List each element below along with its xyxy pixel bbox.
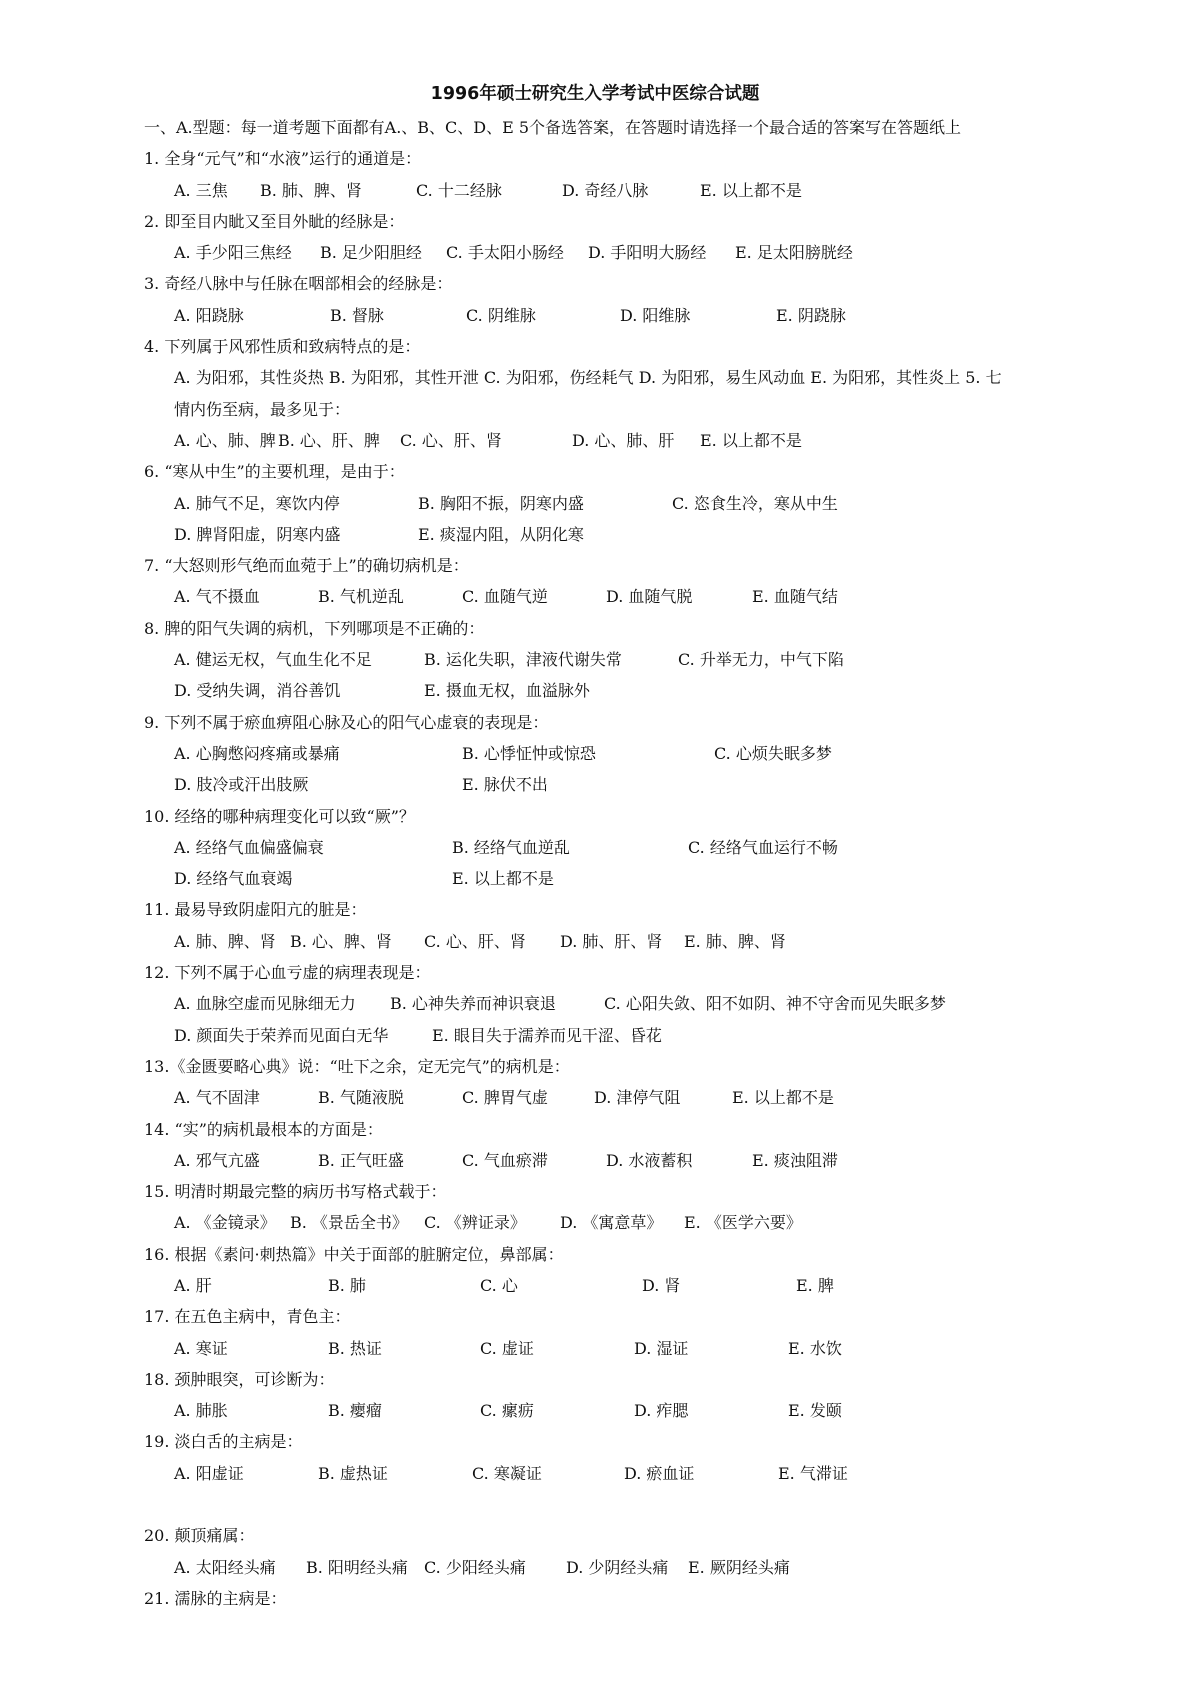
option-a: A. 气不摄血 (174, 587, 260, 607)
options-row (0, 1082, 1190, 1113)
option-e: E. 脾 (796, 1275, 834, 1295)
option-c: C. 虚证 (480, 1338, 534, 1358)
option-d: D. 痄腮 (634, 1401, 689, 1421)
option-d: D. 经络气血衰竭 (174, 869, 293, 889)
options-row (0, 237, 1190, 268)
option-d: D. 瘀血证 (624, 1463, 695, 1483)
question-stem: 14. “实”的病机最根本的方面是： (144, 1119, 383, 1139)
option-a: A. 《金镜录》 (174, 1213, 276, 1233)
option-a: A. 阳跷脉 (174, 305, 244, 325)
option-d: D. 奇经八脉 (562, 180, 649, 200)
option-c: C. 气血瘀滞 (462, 1150, 548, 1170)
option-c: C. 心、肝、肾 (400, 430, 502, 450)
option-b: B. 胸阳不振，阴寒内盛 (418, 493, 584, 513)
option-d: D. 肾 (642, 1275, 681, 1295)
option-e: E. 以上都不是 (700, 180, 802, 200)
question-stem: 6. “寒从中生”的主要机理，是由于： (144, 462, 405, 482)
question-stem: 7. “大怒则形气绝而血菀于上”的确切病机是： (144, 556, 469, 576)
option-e: E. 脉伏不出 (462, 775, 548, 795)
option-b: B. 心悸怔忡或惊恐 (462, 743, 596, 763)
option-d: D. 水液蓄积 (606, 1150, 693, 1170)
option-c: C. 经络气血运行不畅 (688, 837, 838, 857)
instructions: 一、A.型题：每一道考题下面都有A.、B、C、D、E 5个备选答案，在答题时请选择一个最合适的答案写在答题纸上 (144, 118, 962, 137)
option-b: B. 心、脾、肾 (290, 931, 392, 951)
option-e: E. 发颐 (788, 1401, 842, 1421)
option-d: D. 肢冷或汗出肢厥 (174, 775, 309, 795)
option-a: A. 阳虚证 (174, 1463, 244, 1483)
options-row (0, 581, 1190, 612)
option-e: E. 厥阴经头痛 (688, 1557, 790, 1577)
option-d: D. 颜面失于荣养而见面白无华 (174, 1025, 389, 1045)
options-row (0, 425, 1190, 456)
option-a: A. 肺气不足，寒饮内停 (174, 493, 340, 513)
options-row (0, 863, 1190, 894)
option-d: D. 少阴经头痛 (566, 1557, 669, 1577)
option-c: C. 瘰疬 (480, 1401, 534, 1421)
question-stem: 11. 最易导致阴虚阳亢的脏是： (144, 900, 367, 920)
option-c: C. 阴维脉 (466, 305, 536, 325)
option-b: B. 虚热证 (318, 1463, 388, 1483)
page-title: 1996年硕士研究生入学考试中医综合试题 (430, 84, 760, 104)
options-row (0, 738, 1190, 769)
option-b: B. 《景岳全书》 (290, 1213, 408, 1233)
option-a: A. 健运无权，气血生化不足 (174, 650, 372, 670)
question-stem: 3. 奇经八脉中与任脉在咽部相会的经脉是： (144, 274, 453, 294)
option-e: E. 水饮 (788, 1338, 842, 1358)
options-row (0, 1333, 1190, 1364)
options-row (0, 519, 1190, 550)
question-stem: 9. 下列不属于瘀血痹阻心脉及心的阳气心虚衰的表现是： (144, 712, 549, 732)
option-c: C. 血随气逆 (462, 587, 548, 607)
option-a: A. 经络气血偏盛偏衰 (174, 837, 324, 857)
options-line: A. 为阳邪，其性炎热 B. 为阳邪，其性开泄 C. 为阳邪，伤经耗气 D. 为阳邪，易生风动血 E. 为阳邪，其性炎上 5. 七 (174, 368, 1002, 388)
option-e: E. 眼目失于濡养而见干涩、昏花 (432, 1025, 662, 1045)
question-stem: 13.《金匮要略心典》说：“吐下之余，定无完气”的病机是： (144, 1056, 570, 1076)
option-e: E. 以上都不是 (452, 869, 554, 889)
option-d: D. 肺、肝、肾 (560, 931, 663, 951)
blank-line (0, 1489, 1190, 1520)
option-a: A. 血脉空虚而见脉细无力 (174, 994, 356, 1014)
question-stem: 20. 颠顶痛属： (144, 1526, 255, 1546)
option-e: E. 痰湿内阻，从阴化寒 (418, 524, 584, 544)
option-b: B. 经络气血逆乱 (452, 837, 570, 857)
question-stem: 15. 明清时期最完整的病历书写格式载于： (144, 1182, 447, 1202)
question-stem: 16. 根据《素问·刺热篇》中关于面部的脏腑定位，鼻部属： (144, 1244, 564, 1264)
option-a: A. 肺胀 (174, 1401, 228, 1421)
question-stem: 8. 脾的阳气失调的病机，下列哪项是不正确的： (144, 618, 485, 638)
option-c: C. 心 (480, 1275, 518, 1295)
option-d: D. 心、肺、肝 (572, 430, 675, 450)
option-c: C. 十二经脉 (416, 180, 502, 200)
options-row (0, 832, 1190, 863)
option-b: B. 足少阳胆经 (320, 243, 422, 263)
option-c: C. 心阳失敛、阳不如阴、神不守舍而见失眠多梦 (604, 994, 946, 1014)
question-stem: 1. 全身“元气”和“水液”运行的通道是： (144, 149, 422, 169)
option-a: A. 邪气亢盛 (174, 1150, 260, 1170)
option-b: B. 心神失养而神识衰退 (390, 994, 556, 1014)
option-c: C. 脾胃气虚 (462, 1088, 548, 1108)
options-row (0, 1395, 1190, 1426)
option-c: C. 心烦失眠多梦 (714, 743, 832, 763)
option-a: A. 心胸憋闷疼痛或暴痛 (174, 743, 340, 763)
option-a: A. 三焦 (174, 180, 228, 200)
option-a: A. 心、肺、脾 (174, 430, 276, 450)
options-line: 情内伤至病，最多见于： (174, 399, 351, 419)
option-e: E. 血随气结 (752, 587, 838, 607)
option-d: D. 津停气阻 (594, 1088, 681, 1108)
option-b: B. 心、肝、脾 (278, 430, 380, 450)
option-d: D. 《寓意草》 (560, 1213, 663, 1233)
option-b: B. 瘿瘤 (328, 1401, 382, 1421)
option-d: D. 湿证 (634, 1338, 689, 1358)
question-stem: 19. 淡白舌的主病是： (144, 1432, 303, 1452)
options-row (0, 1020, 1190, 1051)
options-row (0, 769, 1190, 800)
option-e: E. 摄血无权，血溢脉外 (424, 681, 590, 701)
options-row (0, 644, 1190, 675)
question-stem: 12. 下列不属于心血亏虚的病理表现是： (144, 963, 431, 983)
question-stem: 4. 下列属于风邪性质和致病特点的是： (144, 337, 421, 357)
option-a: A. 手少阳三焦经 (174, 243, 292, 263)
option-d: D. 手阳明大肠经 (588, 243, 707, 263)
option-a: A. 寒证 (174, 1338, 228, 1358)
options-row (0, 675, 1190, 706)
option-a: A. 太阳经头痛 (174, 1557, 276, 1577)
option-b: B. 肺 (328, 1275, 366, 1295)
options-row (0, 175, 1190, 206)
option-d: D. 受纳失调，消谷善饥 (174, 681, 341, 701)
option-c: C. 手太阳小肠经 (446, 243, 564, 263)
option-c: C. 升举无力，中气下陷 (678, 650, 844, 670)
option-d: D. 阳维脉 (620, 305, 691, 325)
option-e: E. 以上都不是 (732, 1088, 834, 1108)
question-list (0, 112, 1190, 1614)
option-c: C. 少阳经头痛 (424, 1557, 526, 1577)
options-row (0, 1458, 1190, 1489)
options-row (0, 488, 1190, 519)
option-a: A. 肺、脾、肾 (174, 931, 276, 951)
option-b: B. 气机逆乱 (318, 587, 404, 607)
option-b: B. 热证 (328, 1338, 382, 1358)
option-c: C. 《辨证录》 (424, 1213, 526, 1233)
option-a: A. 气不固津 (174, 1088, 260, 1108)
options-row (0, 1207, 1190, 1238)
option-c: C. 寒凝证 (472, 1463, 542, 1483)
option-b: B. 肺、脾、肾 (260, 180, 362, 200)
option-d: D. 脾肾阳虚，阴寒内盛 (174, 524, 341, 544)
options-row (0, 1552, 1190, 1583)
option-e: E. 足太阳膀胱经 (735, 243, 853, 263)
options-row (0, 1270, 1190, 1301)
option-b: B. 督脉 (330, 305, 384, 325)
question-stem: 17. 在五色主病中，青色主： (144, 1307, 351, 1327)
question-stem: 18. 颈肿眼突，可诊断为： (144, 1369, 335, 1389)
options-row (0, 988, 1190, 1019)
options-row (0, 926, 1190, 957)
option-b: B. 阳明经头痛 (306, 1557, 408, 1577)
option-d: D. 血随气脱 (606, 587, 693, 607)
option-e: E. 痰浊阻滞 (752, 1150, 838, 1170)
option-b: B. 气随液脱 (318, 1088, 404, 1108)
question-stem: 21. 濡脉的主病是： (144, 1588, 287, 1608)
option-c: C. 恣食生冷，寒从中生 (672, 493, 838, 513)
option-e: E. 《医学六要》 (684, 1213, 802, 1233)
question-stem: 2. 即至目内眦又至目外眦的经脉是： (144, 211, 405, 231)
option-e: E. 以上都不是 (700, 430, 802, 450)
option-b: B. 运化失职，津液代谢失常 (424, 650, 622, 670)
options-row (0, 300, 1190, 331)
options-row (0, 1145, 1190, 1176)
option-e: E. 气滞证 (778, 1463, 848, 1483)
question-stem: 10. 经络的哪种病理变化可以致“厥”？ (144, 806, 415, 826)
option-a: A. 肝 (174, 1275, 212, 1295)
option-e: E. 肺、脾、肾 (684, 931, 786, 951)
option-b: B. 正气旺盛 (318, 1150, 404, 1170)
option-c: C. 心、肝、肾 (424, 931, 526, 951)
option-e: E. 阴跷脉 (776, 305, 846, 325)
